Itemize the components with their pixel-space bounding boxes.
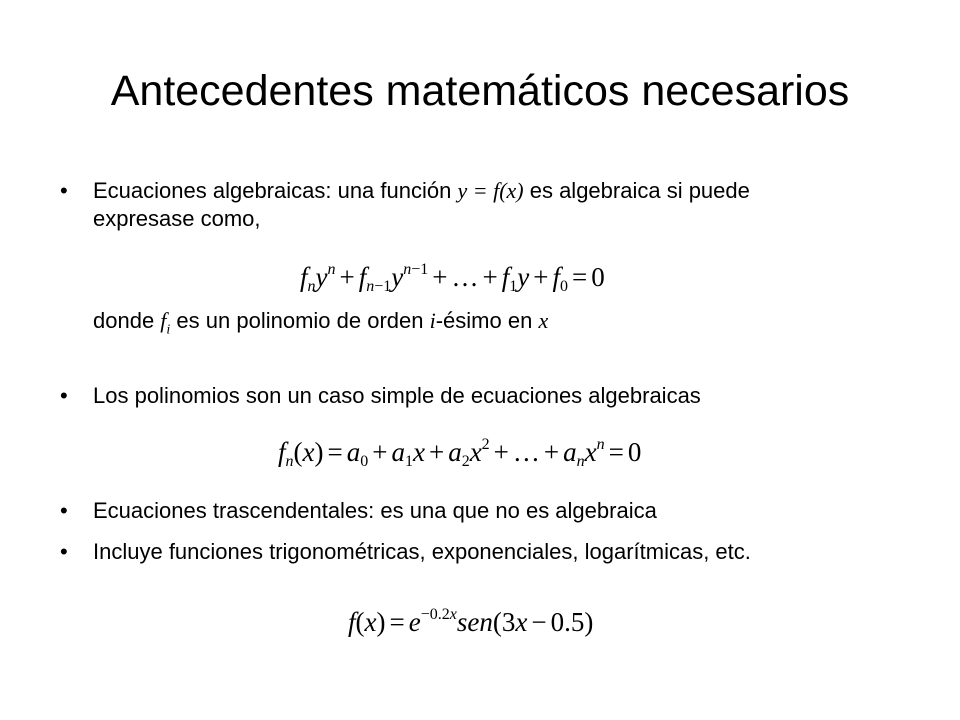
donde-text: -ésimo en (435, 308, 539, 333)
bullet-glyph: • (60, 383, 68, 408)
bullet-text: es algebraica si puede (523, 178, 750, 203)
bullet-text: Ecuaciones trascendentales: es una que no es algebraica (93, 498, 657, 523)
inline-math-f: f (160, 308, 167, 333)
donde-text: donde (93, 308, 161, 333)
donde-text: es un polinomio de orden (170, 308, 430, 333)
bullet-text: Ecuaciones algebraicas: una función (93, 178, 458, 203)
bullet-text-line2: expresase como, (93, 206, 261, 231)
bullet-functions (60, 538, 910, 566)
bullet-polynomials (60, 382, 910, 410)
bullet-algebraic-equations (60, 177, 910, 233)
bullet-text: Incluye funciones trigonométricas, exponenciales, logarítmicas, etc. (93, 539, 751, 564)
equation-polynomial: $f_n(x) = a_0 + a_1x + a_2x^2$ + … + $a_nx^n = 0$ (278, 436, 642, 470)
equation-transcendental: $f(x) = e^{-0.2x}sen(3x - 0.5)$ (348, 606, 594, 637)
bullet-glyph: • (60, 539, 68, 564)
bullet-glyph: • (60, 498, 68, 523)
inline-math: y = f(x) (457, 178, 524, 203)
equation-algebraic: $f_ny^n + f_{n-1}y^{n-1}$ + … + $f_1y + f_0 = 0$ (300, 261, 605, 295)
bullet-transcendental (60, 497, 910, 525)
slide-title: Antecedentes matemáticos necesarios (110, 67, 850, 115)
donde-line (60, 307, 910, 344)
inline-math-x: x (538, 308, 549, 333)
bullet-glyph: • (60, 178, 68, 203)
bullet-text: Los polinomios son un caso simple de ecuaciones algebraicas (93, 383, 701, 408)
inline-math-sub: i (166, 322, 171, 338)
inline-math-i: i (429, 308, 436, 333)
